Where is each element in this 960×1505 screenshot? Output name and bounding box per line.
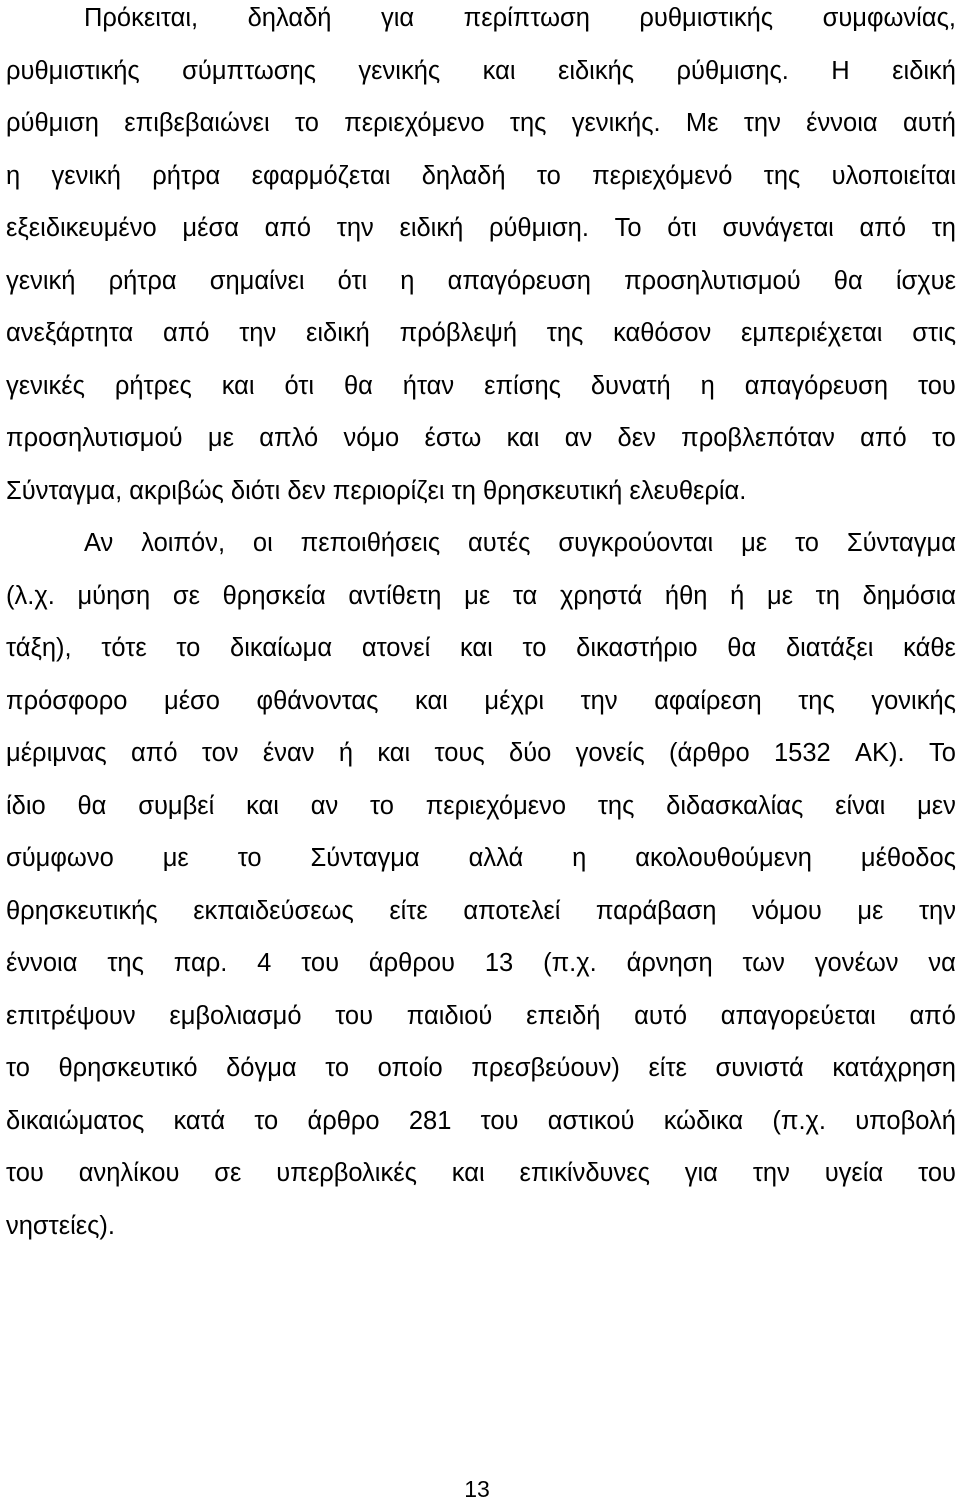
- text-line: νηστείες).: [6, 1211, 116, 1240]
- word: με: [766, 581, 793, 610]
- word: από: [860, 424, 907, 452]
- word: το: [294, 109, 319, 137]
- word: του: [918, 1159, 956, 1187]
- word: η: [400, 266, 415, 295]
- word: της: [798, 686, 835, 715]
- text-line: [6, 683, 956, 736]
- word: η: [572, 844, 587, 872]
- word: επικίνδυνες: [519, 1159, 650, 1187]
- word: η: [6, 161, 21, 190]
- word: γενικής: [358, 56, 441, 85]
- word: της: [546, 319, 584, 347]
- word: ΑΚ).: [855, 739, 905, 767]
- word: αφαίρεση: [654, 686, 762, 715]
- word: θα: [343, 371, 373, 400]
- word: ρυθμιστικής: [639, 4, 774, 32]
- word: και: [221, 371, 255, 400]
- word: σύμφωνο: [6, 844, 114, 872]
- text-line: [6, 735, 956, 788]
- word: προσηλυτισμού: [624, 266, 801, 295]
- word: του: [6, 1159, 44, 1187]
- word: ή: [338, 739, 354, 767]
- word: 281: [408, 1106, 452, 1135]
- word: Πρόκειται,: [84, 4, 199, 32]
- text-line: [6, 630, 956, 683]
- word: με: [207, 424, 234, 452]
- word: δικαιώματος: [6, 1106, 145, 1135]
- word: δυνατή: [590, 371, 671, 400]
- word: του: [918, 371, 956, 400]
- word: εκπαιδεύσεως: [193, 896, 354, 925]
- word: το: [931, 424, 956, 452]
- word: την: [918, 896, 956, 925]
- word: το: [237, 844, 262, 872]
- word: μέσο: [164, 686, 220, 715]
- word: από: [131, 739, 178, 767]
- word: άρνηση: [626, 949, 713, 977]
- word: έναν: [262, 739, 315, 767]
- word: το: [522, 634, 547, 662]
- word: καθόσον: [613, 319, 712, 347]
- word: δηλαδή: [247, 4, 332, 32]
- word: ρήτρα: [152, 161, 221, 190]
- word: δόγμα: [226, 1054, 297, 1082]
- word: ειδική: [306, 319, 370, 347]
- word: για: [380, 4, 415, 32]
- word: επίσης: [484, 371, 561, 400]
- word: το: [795, 529, 819, 557]
- word: συγκρούονται: [558, 529, 714, 557]
- word: απαγόρευση: [744, 371, 889, 400]
- word: επιβεβαιώνει: [124, 109, 270, 137]
- word: και: [377, 739, 411, 767]
- word: κάθε: [903, 634, 956, 662]
- word: κατάχρηση: [832, 1054, 956, 1082]
- word: ρήτρα: [108, 266, 177, 295]
- word: σύμπτωσης: [182, 56, 316, 85]
- word: 13: [484, 949, 514, 977]
- word: ή: [730, 581, 745, 610]
- word: Η: [831, 56, 850, 85]
- word: Σύνταγμα: [310, 844, 420, 872]
- word: αλλά: [468, 844, 524, 872]
- page-number-text: 13: [464, 1476, 490, 1502]
- word: της: [763, 161, 801, 190]
- word: το: [325, 1054, 350, 1082]
- word: χρηστά: [559, 581, 643, 610]
- text-line: [6, 420, 956, 473]
- text-line: [6, 53, 956, 106]
- word: ίσχυε: [895, 266, 956, 295]
- word: σε: [214, 1159, 242, 1187]
- word: περιεχόμενό: [592, 161, 733, 190]
- word: τον: [201, 739, 239, 767]
- word: του: [301, 949, 340, 977]
- word: ατονεί: [361, 634, 431, 662]
- word: των: [742, 949, 785, 977]
- word: την: [743, 109, 781, 137]
- word: απλό: [259, 424, 319, 452]
- word: με: [162, 844, 189, 872]
- word: από: [859, 214, 907, 242]
- word: και: [415, 686, 448, 715]
- word: Το: [614, 214, 642, 242]
- body-text: [6, 0, 956, 1260]
- word: ήταν: [402, 371, 455, 400]
- word: δεν: [617, 424, 656, 452]
- word: λοιπόν,: [141, 529, 226, 557]
- word: πρόβλεψή: [399, 319, 518, 347]
- word: ρήτρες: [114, 371, 192, 400]
- text-line: [6, 998, 956, 1051]
- word: γενική: [6, 266, 76, 295]
- word: μέσα: [182, 214, 239, 242]
- word: το: [254, 1106, 279, 1135]
- word: είτε: [648, 1054, 687, 1082]
- word: άρθρου: [368, 949, 455, 977]
- word: Το: [928, 739, 956, 767]
- word: ότι: [337, 266, 368, 295]
- word: της: [107, 949, 144, 977]
- word: ρυθμιστικής: [6, 56, 140, 85]
- word: σε: [172, 581, 200, 610]
- word: και: [506, 424, 540, 452]
- word: την: [752, 1159, 790, 1187]
- word: επειδή: [526, 1001, 601, 1030]
- word: από: [909, 1001, 956, 1030]
- word: η: [700, 371, 715, 400]
- word: της: [509, 109, 547, 137]
- word: και: [246, 791, 279, 820]
- word: το: [536, 161, 561, 190]
- word: οι: [252, 529, 273, 557]
- word: ειδικής: [557, 56, 635, 85]
- word: Σύνταγμα: [846, 529, 956, 557]
- word: αυτές: [468, 529, 531, 557]
- word: ανεξάρτητα: [6, 319, 134, 347]
- word: φθάνοντας: [256, 686, 379, 715]
- word: πρεσβεύουν): [471, 1054, 620, 1082]
- word: κώδικα: [663, 1106, 744, 1135]
- word: Με: [685, 109, 719, 137]
- word: τους: [434, 739, 485, 767]
- word: μέχρι: [484, 686, 545, 715]
- word: την: [336, 214, 374, 242]
- word: αν: [310, 791, 339, 820]
- text-line: Σύνταγμα, ακριβώς διότι δεν περιορίζει τη θρησκευτική ελευθερία.: [6, 476, 747, 505]
- word: μεν: [917, 791, 956, 820]
- word: γενική: [51, 161, 121, 190]
- word: θρησκεία: [222, 581, 326, 610]
- word: είτε: [389, 896, 428, 925]
- word: τη: [815, 581, 840, 610]
- word: εμπεριέχεται: [741, 319, 883, 347]
- word: από: [162, 319, 210, 347]
- word: συμβεί: [138, 791, 215, 820]
- word: τα: [512, 581, 538, 610]
- word: νόμο: [343, 424, 400, 452]
- word: περιεχόμενο: [344, 109, 485, 137]
- word: με: [857, 896, 884, 925]
- word: (π.χ.: [772, 1106, 826, 1135]
- word: προσηλυτισμού: [6, 424, 183, 452]
- word: υπερβολικές: [276, 1159, 417, 1187]
- word: κατά: [173, 1106, 226, 1135]
- text-line: [6, 263, 956, 316]
- text-line: [6, 315, 956, 368]
- text-line: [6, 158, 956, 211]
- word: (π.χ.: [543, 949, 597, 977]
- text-line: [6, 0, 956, 53]
- word: απαγόρευση: [447, 266, 591, 295]
- word: προβλεπόταν: [681, 424, 835, 452]
- text-line: [6, 1050, 956, 1103]
- word: θρησκευτικό: [58, 1054, 198, 1082]
- word: ότι: [284, 371, 315, 400]
- word: υγεία: [824, 1159, 884, 1187]
- word: Αν: [84, 529, 114, 557]
- word: τη: [931, 214, 956, 242]
- word: στις: [912, 319, 956, 347]
- text-line: [6, 788, 956, 841]
- text-line: [6, 105, 956, 158]
- word: γονικής: [871, 686, 956, 715]
- word: τότε: [101, 634, 147, 662]
- word: (άρθρο: [669, 739, 750, 767]
- word: υλοποιείται: [831, 161, 956, 190]
- word: δημόσια: [862, 581, 956, 610]
- word: συνιστά: [715, 1054, 804, 1082]
- word: οποίο: [377, 1054, 443, 1082]
- word: του: [335, 1001, 374, 1030]
- word: από: [264, 214, 312, 242]
- word: το: [6, 1054, 30, 1082]
- word: επιτρέψουν: [6, 1001, 136, 1030]
- word: το: [370, 791, 394, 820]
- word: να: [928, 949, 956, 977]
- word: παρ.: [173, 949, 228, 977]
- word: θα: [77, 791, 107, 820]
- word: το: [176, 634, 201, 662]
- text-line: [6, 525, 956, 578]
- word: αστικού: [547, 1106, 635, 1135]
- word: ειδική: [399, 214, 464, 242]
- word: σημαίνει: [209, 266, 305, 295]
- word: διατάξει: [785, 634, 874, 662]
- text-line: [6, 210, 956, 263]
- word: με: [464, 581, 491, 610]
- word: ειδική: [892, 56, 956, 85]
- word: αντίθετη: [348, 581, 442, 610]
- word: δύο: [509, 739, 552, 767]
- word: γενικής.: [571, 109, 661, 137]
- text-line: [6, 368, 956, 421]
- word: συμφωνίας,: [822, 4, 956, 32]
- word: (λ.χ.: [6, 581, 55, 610]
- word: έννοια: [806, 109, 878, 137]
- word: και: [451, 1159, 485, 1187]
- word: 4: [257, 949, 272, 977]
- word: και: [482, 56, 516, 85]
- word: περίπτωση: [463, 4, 590, 32]
- word: έννοια: [6, 949, 78, 977]
- word: ανηλίκου: [78, 1159, 180, 1187]
- word: θα: [833, 266, 863, 295]
- text-line: [6, 578, 956, 631]
- word: 1532: [773, 739, 831, 767]
- word: με: [741, 529, 768, 557]
- page-number: [0, 1474, 960, 1504]
- word: δικαίωμα: [230, 634, 333, 662]
- word: την: [239, 319, 277, 347]
- word: γονέων: [814, 949, 899, 977]
- word: της: [597, 791, 635, 820]
- word: δικαστήριο: [576, 634, 698, 662]
- word: θα: [727, 634, 757, 662]
- word: τάξη),: [6, 634, 72, 662]
- word: αυτή: [902, 109, 956, 137]
- word: ήθη: [664, 581, 708, 610]
- word: θρησκευτικής: [6, 896, 158, 925]
- word: νόμου: [752, 896, 822, 925]
- word: πεποιθήσεις: [300, 529, 441, 557]
- word: την: [580, 686, 618, 715]
- word: ίδιο: [6, 791, 46, 820]
- word: ρύθμισης.: [676, 56, 789, 85]
- word: του: [480, 1106, 519, 1135]
- word: ρύθμιση: [6, 109, 99, 137]
- word: περιεχόμενο: [425, 791, 567, 820]
- word: άρθρο: [307, 1106, 380, 1135]
- word: υποβολή: [855, 1106, 956, 1135]
- word: παράβαση: [595, 896, 717, 925]
- word: δηλαδή: [421, 161, 506, 190]
- word: γενικές: [6, 371, 85, 400]
- word: διδασκαλίας: [666, 791, 804, 820]
- word: αποτελεί: [463, 896, 561, 925]
- word: για: [684, 1159, 718, 1187]
- word: μύηση: [77, 581, 151, 610]
- word: εξειδικευμένο: [6, 214, 157, 242]
- word: γονείς: [575, 739, 645, 767]
- text-line: [6, 1103, 956, 1156]
- word: ότι: [667, 214, 697, 242]
- text-line: [6, 945, 956, 998]
- word: ρύθμιση.: [488, 214, 589, 242]
- word: μέριμνας: [6, 739, 107, 767]
- word: έστω: [424, 424, 482, 452]
- word: αν: [564, 424, 593, 452]
- word: και: [459, 634, 493, 662]
- word: είναι: [835, 791, 886, 820]
- word: αυτό: [634, 1001, 688, 1030]
- word: ακολουθούμενη: [635, 844, 812, 872]
- text-line: [6, 840, 956, 893]
- text-line: [6, 893, 956, 946]
- word: συνάγεται: [722, 214, 834, 242]
- word: παιδιού: [406, 1001, 493, 1030]
- word: εφαρμόζεται: [251, 161, 391, 190]
- word: απαγορεύεται: [720, 1001, 876, 1030]
- word: πρόσφορο: [6, 686, 128, 715]
- word: μέθοδος: [860, 844, 956, 872]
- word: εμβολιασμό: [169, 1001, 302, 1030]
- text-line: [6, 1155, 956, 1208]
